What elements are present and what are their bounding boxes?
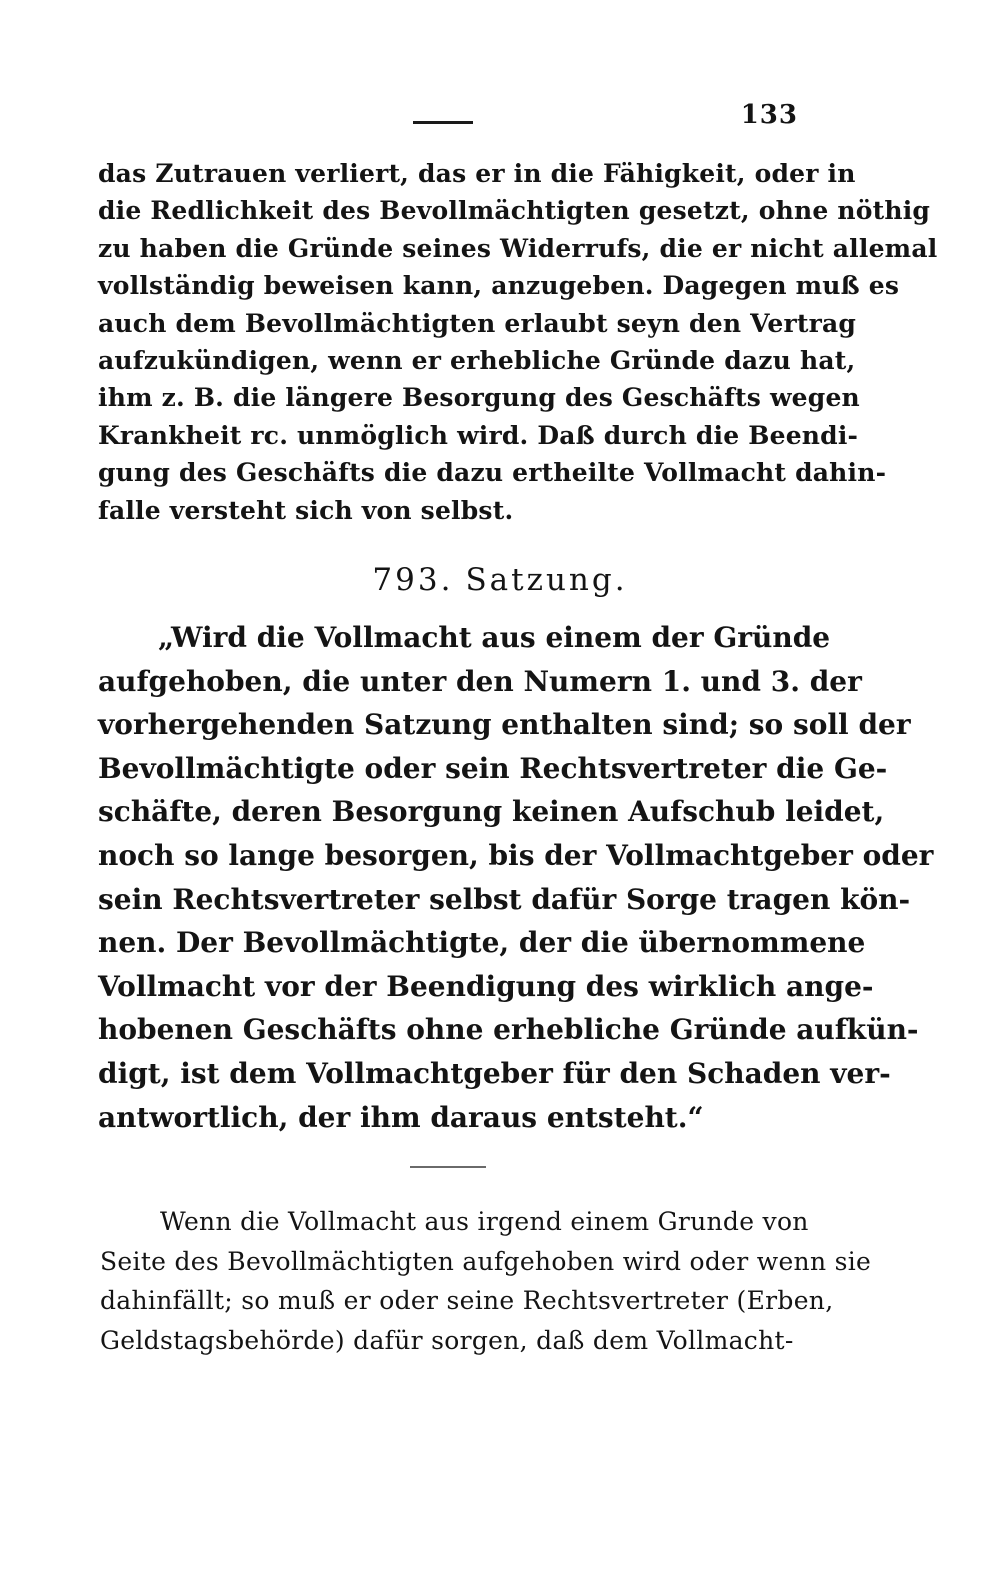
text-line: falle versteht sich von selbst.	[98, 495, 514, 525]
text-line: zu haben die Gründe seines Widerrufs, die er nicht allemal	[98, 233, 938, 263]
text-line: sein Rechtsvertreter selbst dafür Sorge tragen kön-	[98, 882, 911, 916]
section-title: Satzung.	[465, 562, 628, 598]
text-line: gung des Geschäfts die dazu ertheilte Vollmacht dahin-	[98, 458, 887, 488]
header-rule	[413, 121, 473, 124]
paragraph-continued	[98, 155, 938, 529]
text-line: Krankheit rc. unmöglich wird. Daß durch die Beendi-	[98, 420, 859, 450]
text-line: auch dem Bevollmächtigten erlaubt seyn den Vertrag	[98, 308, 857, 338]
paragraph-statute	[98, 616, 934, 1139]
text-line: dahinfällt; so muß er oder seine Rechtsvertreter (Erben,	[100, 1286, 834, 1315]
section-number: 793.	[372, 562, 454, 598]
text-line: Wenn die Vollmacht aus irgend einem Grunde von	[160, 1207, 809, 1236]
text-line: „Wird die Vollmacht aus einem der Gründe	[158, 621, 831, 654]
text-line: das Zutrauen verliert, das er in die Fähigkeit, oder in	[98, 159, 856, 188]
section-heading	[0, 562, 1000, 598]
text-line: antwortlich, der ihm daraus entsteht.“	[98, 1100, 704, 1134]
text-line: Geldstagsbehörde) dafür sorgen, daß dem Vollmacht-	[100, 1325, 794, 1355]
section-divider	[410, 1166, 486, 1168]
text-line: Seite des Bevollmächtigten aufgehoben wird oder wenn sie	[100, 1246, 872, 1276]
paragraph-commentary	[100, 1202, 872, 1360]
text-line: aufgehoben, die unter den Numern 1. und 3. der	[98, 664, 862, 698]
text-line: die Redlichkeit des Bevollmächtigten gesetzt, ohne nöthig	[98, 196, 931, 226]
text-line: hobenen Geschäfts ohne erhebliche Gründe aufkün-	[98, 1013, 919, 1047]
text-line: Bevollmächtigte oder sein Rechtsvertreter die Ge-	[98, 751, 888, 785]
text-line: ihm z. B. die längere Besorgung des Geschäfts wegen	[98, 383, 860, 413]
text-line: vollständig beweisen kann, anzugeben. Dagegen muß es	[98, 271, 900, 301]
text-line: vorhergehenden Satzung enthalten sind; so soll der	[98, 708, 911, 742]
page-number: 133	[740, 100, 798, 130]
text-line: noch so lange besorgen, bis der Vollmachtgeber oder	[98, 838, 934, 872]
text-line: nen. Der Bevollmächtigte, der die übernommene	[98, 926, 866, 960]
text-line: aufzukündigen, wenn er erhebliche Gründe dazu hat,	[98, 345, 856, 375]
text-line: schäfte, deren Besorgung keinen Aufschub leidet,	[98, 795, 885, 829]
text-line: Vollmacht vor der Beendigung des wirklich ange-	[98, 969, 874, 1003]
text-line: digt, ist dem Vollmachtgeber für den Schaden ver-	[98, 1056, 891, 1090]
